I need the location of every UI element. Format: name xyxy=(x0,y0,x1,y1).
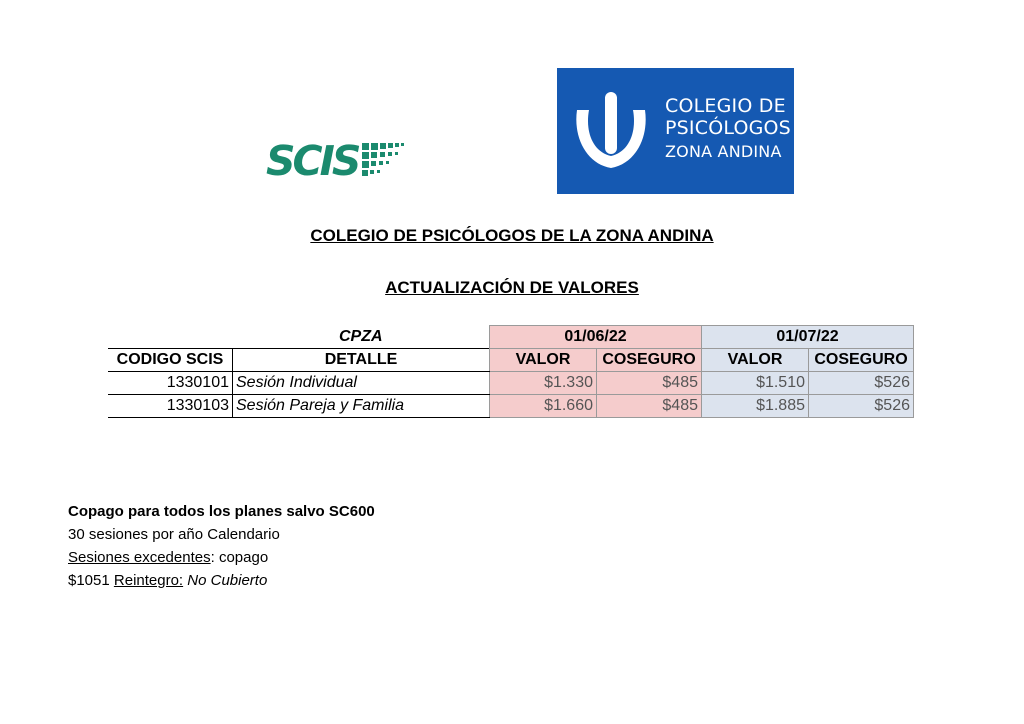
valor-header-2: VALOR xyxy=(702,349,809,372)
coseguro-header-1: COSEGURO xyxy=(597,349,702,372)
document-subtitle: ACTUALIZACIÓN DE VALORES xyxy=(385,278,639,297)
colegio-logo-line-3: ZONA ANDINA xyxy=(665,142,782,161)
row-valor-2: $1.885 xyxy=(702,395,809,418)
detail-header: DETALLE xyxy=(233,349,490,372)
note-copago: Copago para todos los planes salvo SC600 xyxy=(68,503,375,520)
row-valor-1: $1.660 xyxy=(490,395,597,418)
price-table xyxy=(108,325,914,418)
row-code: 1330103 xyxy=(108,395,233,418)
note-reintegro-label: Reintegro: xyxy=(113,572,184,589)
row-coseguro-1: $485 xyxy=(597,395,702,418)
note-reintegro xyxy=(68,569,375,592)
table-group-row xyxy=(108,326,914,349)
row-coseguro-1: $485 xyxy=(597,372,702,395)
notes xyxy=(68,500,375,592)
coseguro-header-2: COSEGURO xyxy=(809,349,914,372)
colegio-logo-text xyxy=(665,95,791,163)
row-valor-1: $1.330 xyxy=(490,372,597,395)
row-detail: Sesión Individual xyxy=(233,372,490,395)
psi-symbol-icon xyxy=(567,88,655,176)
note-reintegro-amount: $1051 xyxy=(68,572,114,589)
table-header-row xyxy=(108,349,914,372)
scis-logo xyxy=(266,137,412,185)
table-row xyxy=(108,395,914,418)
row-detail: Sesión Pareja y Familia xyxy=(233,395,490,418)
table-row xyxy=(108,372,914,395)
period-2-header: 01/07/22 xyxy=(702,326,914,349)
note-excess xyxy=(68,546,375,569)
scis-logo-text: SCIS xyxy=(266,137,359,185)
group-label: CPZA xyxy=(338,327,383,345)
note-reintegro-value: No Cubierto xyxy=(183,572,268,589)
code-header: CODIGO SCIS xyxy=(108,349,233,372)
note-sessions: 30 sesiones por año Calendario xyxy=(68,526,280,543)
row-code: 1330101 xyxy=(108,372,233,395)
note-excess-rest: : copago xyxy=(210,549,269,566)
row-coseguro-2: $526 xyxy=(809,395,914,418)
colegio-logo-line-2: PSICÓLOGOS xyxy=(665,117,791,139)
colegio-logo-line-1: COLEGIO DE xyxy=(665,95,786,117)
row-valor-2: $1.510 xyxy=(702,372,809,395)
scis-logo-pixel-mark xyxy=(362,143,410,179)
colegio-logo xyxy=(557,68,794,194)
valor-header-1: VALOR xyxy=(490,349,597,372)
note-excess-label: Sesiones excedentes xyxy=(68,549,211,566)
document-title: COLEGIO DE PSICÓLOGOS DE LA ZONA ANDINA xyxy=(310,226,714,245)
row-coseguro-2: $526 xyxy=(809,372,914,395)
period-1-header: 01/06/22 xyxy=(490,326,702,349)
